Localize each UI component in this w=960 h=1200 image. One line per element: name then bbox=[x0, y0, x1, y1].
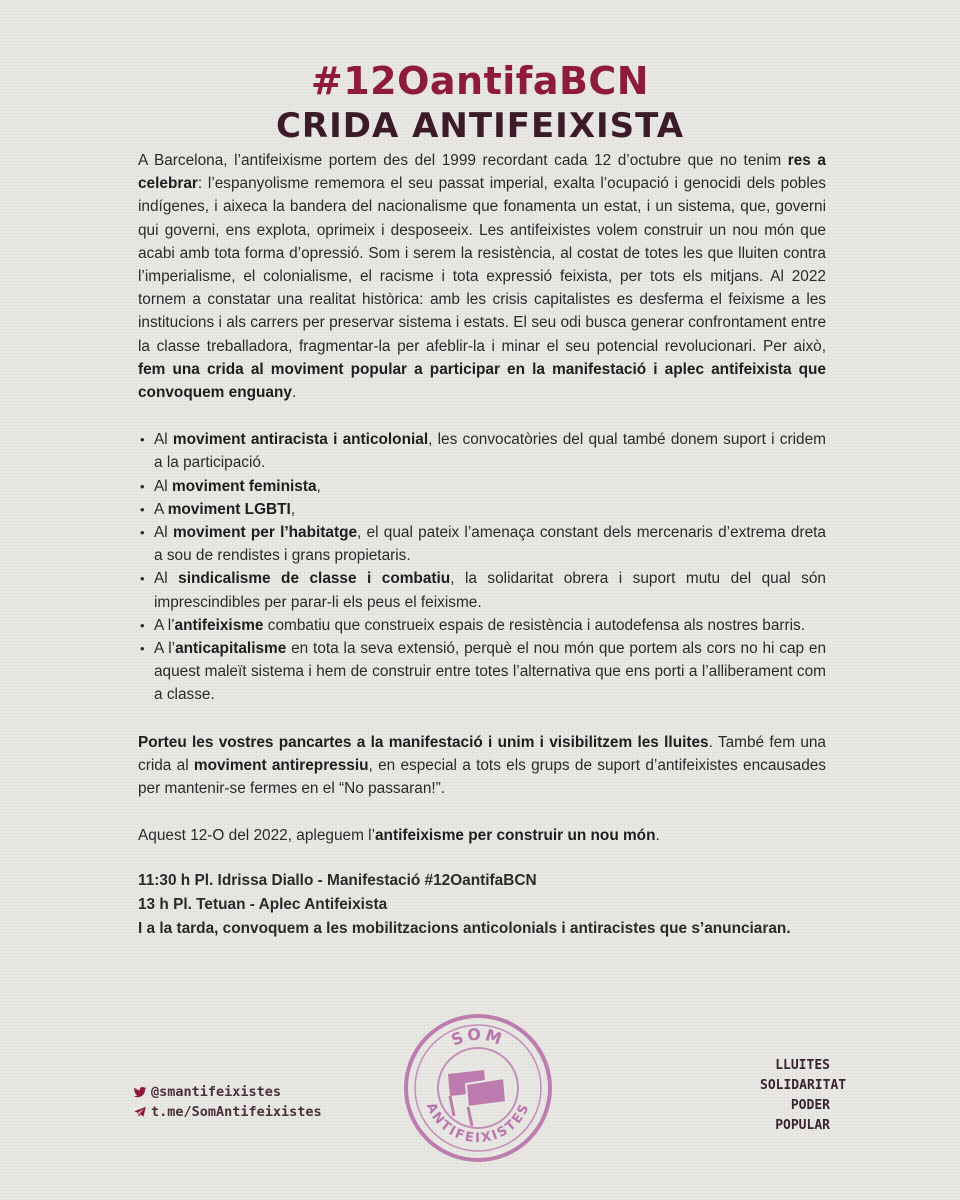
twitter-icon bbox=[133, 1085, 147, 1099]
slogan-item: SOLIDARITAT bbox=[760, 1078, 847, 1093]
svg-text:ANTIFEIXISTES bbox=[423, 1101, 533, 1147]
aquest-paragraph: Aquest 12-O del 2022, apleguem l’antifeixisme per construir un nou món. bbox=[138, 827, 660, 845]
list-item: • Al moviment per l’habitatge, el qual pateix l’amenaça constant dels mercenaris d’extrema dreta a sou de rendistes i grans propietaris. bbox=[154, 521, 826, 567]
list-item: • Al moviment antiracista i anticolonial, les convocatòries del qual també donem suport i cridem a la participació. bbox=[154, 428, 826, 474]
list-item: • Al moviment feminista, bbox=[154, 475, 826, 498]
intro-text-1: A Barcelona, l’antifeixisme portem des del 1999 recordant cada 12 d’octubre que no tenim bbox=[138, 152, 788, 169]
telegram-icon bbox=[133, 1105, 147, 1119]
list-item: • A moviment LGBTI, bbox=[154, 498, 826, 521]
intro-paragraph bbox=[138, 149, 826, 404]
body-text bbox=[138, 149, 826, 941]
social-links bbox=[133, 1082, 322, 1122]
intro-bold-2: fem una crida al moviment popular a participar en la manifestació i aplec antifeixista que convoquem enguany bbox=[138, 360, 826, 402]
schedule-item: I a la tarda, convoquem a les mobilitzacions anticolonials i antiracistes que s’anunciaran. bbox=[138, 920, 791, 938]
intro-text-2: : l’espanyolisme rememora el seu passat imperial, exalta l’ocupació i genocidi dels pobles indígenes, i aixeca la bandera del nacionalisme que fonamenta un estat, i un sistema, que, governi qui governi, ens explota, oprimeix i desposeeix. Les antifeixistes volem construir un nou món que acabi amb tota forma d’opressió. Som i serem la resistència, al costat de totes les que lluiten contra l’imperialisme, el colonialisme, el racisme i tota expressió feixista, per tots els mitjans. Al 2022 tornem a constatar una realitat històrica: amb les crisis capitalistes es desferma el feixisme a les institucions i als carrers per preservar sistema i estats. El seu odi busca generar confrontament entre la classe treballadora, fragmentar-la per afeblir-la i minar el seu potencial revolucionari. Per això, bbox=[138, 175, 826, 355]
slogans bbox=[760, 1056, 847, 1136]
list-item: • Al sindicalisme de classe i combatiu, la solidaritat obrera i suport mutu del qual són imprescindibles per parar-li els peus el feixisme. bbox=[154, 567, 826, 613]
telegram-handle: t.me/SomAntifeixistes bbox=[151, 1104, 322, 1120]
hashtag-title: #12OantifaBCN bbox=[310, 59, 650, 103]
call-paragraph: Porteu les vostres pancartes a la manifestació i unim i visibilitzem les lluites. També fem una crida al moviment antirepressiu, en especial a tots els grups de suport d’antifeixistes encausades per mantenir-se fermes en el “No passaran!”. bbox=[138, 733, 827, 798]
schedule-item: 11:30 h Pl. Idrissa Diallo - Manifestació #12OantifaBCN bbox=[138, 872, 537, 890]
schedule bbox=[138, 869, 826, 941]
stamp-bottom-text: ANTIFEIXISTES bbox=[422, 1100, 534, 1147]
list-item: • A l’antifeixisme combatiu que construeix espais de resistència i autodefensa als nostres barris. bbox=[154, 614, 826, 637]
intro-bold-1: res a celebrar bbox=[138, 152, 826, 193]
twitter-link[interactable] bbox=[133, 1082, 322, 1102]
bullet-list bbox=[138, 428, 826, 706]
antifa-flags-icon bbox=[448, 1070, 506, 1126]
slogan-item: PODER POPULAR bbox=[775, 1098, 830, 1133]
page-title: CRIDA ANTIFEIXISTA bbox=[275, 106, 685, 146]
intro-text-3: . bbox=[291, 384, 297, 402]
list-item: • A l’anticapitalisme en tota la seva extensió, perquè el nou món que portem als cors no hi cap en aquest maleït sistema i hem de construir entre totes l’alternativa que ens porti a l’alliberament com a classe. bbox=[154, 637, 826, 707]
schedule-item: 13 h Pl. Tetuan - Aplec Antifeixista bbox=[138, 896, 388, 914]
stamp-top-text: SOM bbox=[448, 1024, 508, 1050]
som-antifeixistes-stamp bbox=[402, 1012, 554, 1164]
header bbox=[0, 58, 960, 148]
slogan-item: LLUITES bbox=[775, 1058, 830, 1073]
telegram-link[interactable] bbox=[133, 1102, 322, 1122]
twitter-handle: @smantifeixistes bbox=[151, 1084, 282, 1100]
